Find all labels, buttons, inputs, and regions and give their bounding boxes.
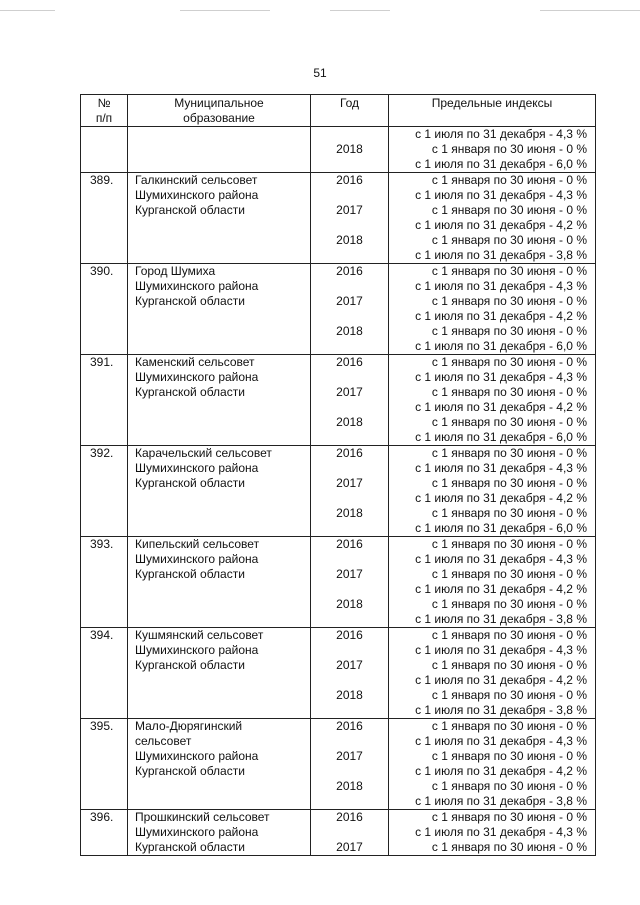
index-value: с 1 января по 30 июня - 0 % (431, 142, 587, 156)
year-cell (311, 537, 389, 628)
index-value: с 1 июля по 31 декабря - 4,2 % (415, 491, 587, 505)
index-value: с 1 января по 30 июня - 0 % (431, 537, 587, 551)
row-number: 395. (81, 719, 128, 810)
year-value: 2017 (336, 658, 363, 672)
year-cell (311, 173, 389, 264)
index-value: с 1 января по 30 июня - 0 % (431, 446, 587, 460)
index-value: с 1 января по 30 июня - 0 % (431, 294, 587, 308)
table-row (81, 810, 596, 856)
year-value: 2018 (336, 597, 363, 611)
index-value: с 1 июля по 31 декабря - 4,3 % (415, 188, 587, 202)
row-number: 391. (81, 355, 128, 446)
municipality-name (128, 127, 311, 173)
year-value: 2018 (336, 324, 363, 338)
index-value: с 1 января по 30 июня - 0 % (431, 719, 587, 733)
index-value: с 1 июля по 31 декабря - 6,0 % (415, 157, 587, 171)
index-value: с 1 января по 30 июня - 0 % (431, 688, 587, 702)
year-value: 2018 (336, 779, 363, 793)
municipality-name: Галкинский сельсовет Шумихинского района Курганской области (128, 173, 311, 264)
table-row (81, 446, 596, 537)
year-value: 2016 (336, 446, 363, 460)
index-value: с 1 января по 30 июня - 0 % (431, 749, 587, 763)
year-cell (311, 355, 389, 446)
index-value: с 1 января по 30 июня - 0 % (431, 567, 587, 581)
year-value: 2016 (336, 173, 363, 187)
index-value: с 1 января по 30 июня - 0 % (431, 810, 587, 824)
indices-cell (389, 810, 596, 856)
indices-cell (389, 355, 596, 446)
index-value: с 1 июля по 31 декабря - 4,2 % (415, 218, 587, 232)
header-indices: Предельные индексы (389, 95, 596, 127)
index-value: с 1 января по 30 июня - 0 % (431, 415, 587, 429)
row-number: 393. (81, 537, 128, 628)
index-value: с 1 января по 30 июня - 0 % (431, 355, 587, 369)
index-value: с 1 июля по 31 декабря - 3,8 % (415, 703, 587, 717)
index-value: с 1 июля по 31 декабря - 6,0 % (415, 521, 587, 535)
municipality-name: Карачельский сельсовет Шумихинского района Курганской области (128, 446, 311, 537)
index-value: с 1 июля по 31 декабря - 4,3 % (415, 552, 587, 566)
index-value: с 1 июля по 31 декабря - 6,0 % (415, 430, 587, 444)
row-number: 390. (81, 264, 128, 355)
index-value: с 1 июля по 31 декабря - 4,3 % (415, 370, 587, 384)
index-value: с 1 июля по 31 декабря - 4,3 % (415, 279, 587, 293)
header-municipality: Муниципальное образование (128, 95, 311, 127)
table-row (81, 719, 596, 810)
table-row (81, 628, 596, 719)
index-value: с 1 июля по 31 декабря - 4,3 % (415, 734, 587, 748)
indices-cell (389, 628, 596, 719)
index-value: с 1 июля по 31 декабря - 6,0 % (415, 339, 587, 353)
index-value: с 1 июля по 31 декабря - 4,2 % (415, 400, 587, 414)
indices-cell (389, 264, 596, 355)
year-cell (311, 264, 389, 355)
year-value: 2016 (336, 719, 363, 733)
header-year: Год (311, 95, 389, 127)
index-value: с 1 января по 30 июня - 0 % (431, 264, 587, 278)
index-value: с 1 января по 30 июня - 0 % (431, 506, 587, 520)
indices-cell (389, 719, 596, 810)
municipality-name: Прошкинский сельсовет Шумихинского района Курганской области (128, 810, 311, 856)
indices-cell (389, 127, 596, 173)
year-value: 2016 (336, 810, 363, 824)
scan-artifact-line (0, 10, 55, 11)
year-value: 2016 (336, 628, 363, 642)
index-value: с 1 июля по 31 декабря - 4,3 % (415, 643, 587, 657)
scan-artifact-line (540, 10, 640, 11)
year-cell (311, 719, 389, 810)
index-value: с 1 июля по 31 декабря - 4,3 % (415, 127, 587, 141)
header-number: № п/п (81, 95, 128, 127)
table-row (81, 173, 596, 264)
index-value: с 1 января по 30 июня - 0 % (431, 628, 587, 642)
table-header-row (81, 95, 596, 127)
indices-cell (389, 446, 596, 537)
index-value: с 1 января по 30 июня - 0 % (431, 779, 587, 793)
index-value: с 1 января по 30 июня - 0 % (431, 173, 587, 187)
municipality-name: Город Шумиха Шумихинского района Курганской области (128, 264, 311, 355)
row-number: 394. (81, 628, 128, 719)
year-value: 2016 (336, 355, 363, 369)
index-value: с 1 января по 30 июня - 0 % (431, 203, 587, 217)
row-number: 396. (81, 810, 128, 856)
index-value: с 1 января по 30 июня - 0 % (431, 597, 587, 611)
index-value: с 1 июля по 31 декабря - 3,8 % (415, 612, 587, 626)
indices-cell (389, 537, 596, 628)
indices-cell (389, 173, 596, 264)
index-value: с 1 июля по 31 декабря - 4,2 % (415, 673, 587, 687)
year-value: 2018 (336, 233, 363, 247)
year-cell (311, 446, 389, 537)
page-number: 51 (313, 66, 327, 80)
index-value: с 1 июля по 31 декабря - 3,8 % (415, 248, 587, 262)
row-number (81, 127, 128, 173)
row-number: 389. (81, 173, 128, 264)
index-value: с 1 января по 30 июня - 0 % (431, 233, 587, 247)
tariff-index-table (80, 94, 596, 856)
year-value: 2016 (336, 264, 363, 278)
year-value: 2017 (336, 749, 363, 763)
year-cell (311, 127, 389, 173)
municipality-name: Кипельский сельсовет Шумихинского района Курганской области (128, 537, 311, 628)
year-value: 2018 (336, 142, 363, 156)
municipality-name: Мало-Дюрягинский сельсовет Шумихинского района Курганской области (128, 719, 311, 810)
municipality-name: Каменский сельсовет Шумихинского района Курганской области (128, 355, 311, 446)
year-value: 2016 (336, 537, 363, 551)
scan-artifact-line (180, 10, 270, 11)
year-cell (311, 810, 389, 856)
year-value: 2017 (336, 385, 363, 399)
index-value: с 1 января по 30 июня - 0 % (431, 840, 587, 854)
scan-artifact-line (330, 10, 390, 11)
year-value: 2017 (336, 840, 363, 854)
year-value: 2018 (336, 688, 363, 702)
index-value: с 1 июля по 31 декабря - 4,2 % (415, 309, 587, 323)
index-value: с 1 января по 30 июня - 0 % (431, 658, 587, 672)
year-value: 2018 (336, 506, 363, 520)
year-value: 2017 (336, 476, 363, 490)
index-value: с 1 января по 30 июня - 0 % (431, 476, 587, 490)
index-value: с 1 июля по 31 декабря - 4,2 % (415, 764, 587, 778)
municipality-name: Кушмянский сельсовет Шумихинского района Курганской области (128, 628, 311, 719)
table-row (81, 537, 596, 628)
index-value: с 1 января по 30 июня - 0 % (431, 324, 587, 338)
index-value: с 1 июля по 31 декабря - 4,3 % (415, 461, 587, 475)
year-value: 2017 (336, 203, 363, 217)
year-value: 2017 (336, 294, 363, 308)
index-value: с 1 июля по 31 декабря - 4,3 % (415, 825, 587, 839)
table-row (81, 355, 596, 446)
index-value: с 1 июля по 31 декабря - 4,2 % (415, 582, 587, 596)
year-cell (311, 628, 389, 719)
index-value: с 1 июля по 31 декабря - 3,8 % (415, 794, 587, 808)
row-number: 392. (81, 446, 128, 537)
table-row (81, 264, 596, 355)
index-value: с 1 января по 30 июня - 0 % (431, 385, 587, 399)
year-value: 2018 (336, 415, 363, 429)
year-value: 2017 (336, 567, 363, 581)
table-row (81, 127, 596, 173)
